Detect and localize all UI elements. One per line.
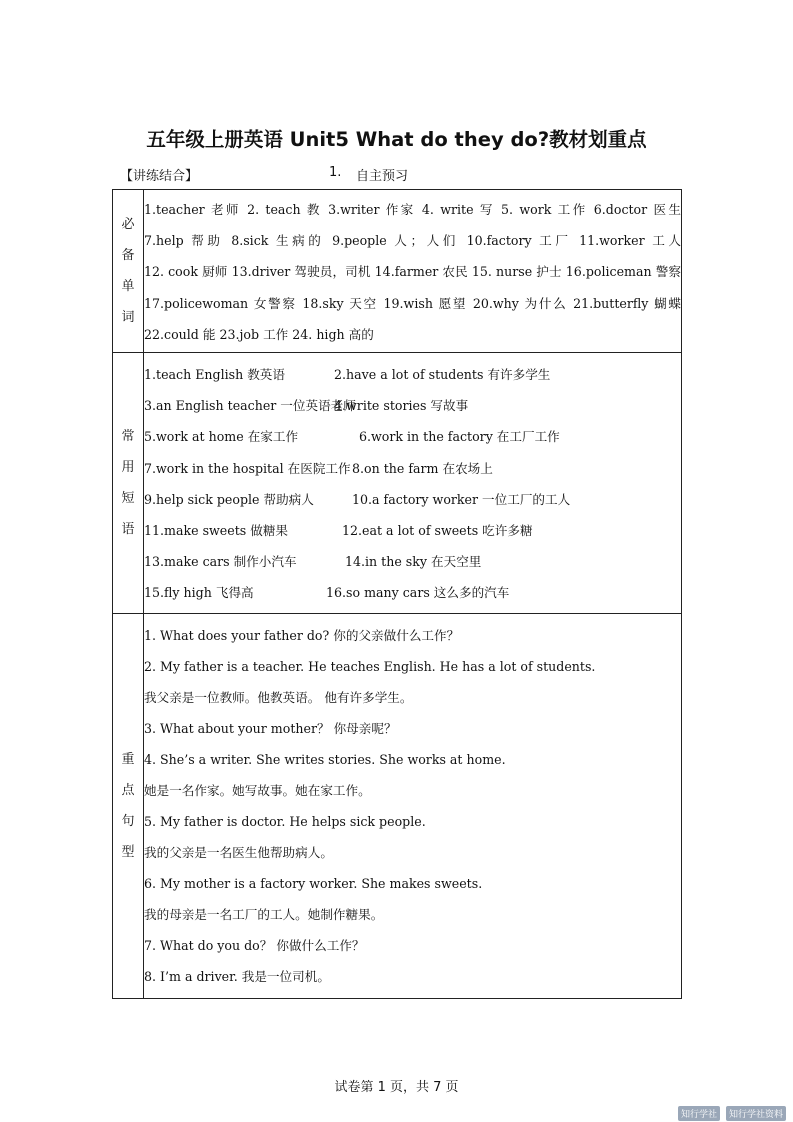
vocab-side-label: 必 备 单 词 xyxy=(113,190,144,353)
phrase-row xyxy=(144,577,681,608)
phrase-item: 15.fly high 飞得高 xyxy=(144,585,254,601)
vocab-list xyxy=(144,190,682,353)
watermark-logo: 知行学社 xyxy=(678,1106,720,1121)
vocab-item: 20.why 为什么 xyxy=(472,295,568,311)
vocab-item: 15. nurse 护士 xyxy=(471,264,562,280)
vocab-item: 10.factory 工厂 xyxy=(466,233,572,249)
phrases-row xyxy=(113,353,682,614)
sentence-line: 3. What about your mother？ 你母亲呢？ xyxy=(144,720,397,736)
sentence-line: 8. I’m a driver. 我是一位司机。 xyxy=(144,968,330,984)
phrase-item: 6.work in the factory 在工厂工作 xyxy=(359,429,560,445)
watermark-logo: 知行学社资料 xyxy=(726,1106,786,1121)
phrase-row xyxy=(144,515,681,546)
phrase-row xyxy=(144,484,681,515)
phrase-item: 8.on the farm 在农场上 xyxy=(352,460,493,476)
section-label: 【讲练结合】 xyxy=(120,169,199,184)
vocab-item: 8.sick 生病的 xyxy=(231,233,325,249)
phrase-row xyxy=(144,421,681,452)
vocab-item: 4. write 写 xyxy=(421,202,495,217)
study-table xyxy=(112,189,682,999)
phrase-item: 12.eat a lot of sweets 吃许多糖 xyxy=(342,522,533,538)
phrase-item: 14.in the sky 在天空里 xyxy=(345,554,482,570)
phrase-item: 9.help sick people 帮助病人 xyxy=(144,491,314,507)
sentence-line: 她是一名作家。她写故事。她在家工作。 xyxy=(144,782,371,798)
phrase-item: 11.make sweets 做糖果 xyxy=(144,522,289,538)
vocab-item: 5. work 工作 xyxy=(501,202,588,217)
sentence-line: 6. My mother is a factory worker. She makes sweets. xyxy=(144,875,483,891)
phrase-item: 3.an English teacher 一位英语老师 xyxy=(144,398,356,414)
sentence-line: 1. What does your father do? 你的父亲做什么工作？ xyxy=(144,627,460,643)
vocab-item: 1.teacher 老师 xyxy=(144,202,241,217)
vocab-item: 14.farmer 农民 xyxy=(374,264,468,280)
sentences-side-label: 重 点 句 型 xyxy=(113,613,144,998)
phrase-item: 13.make cars 制作小汽车 xyxy=(144,554,297,570)
sentence-line: 我的母亲是一名工厂的工人。她制作糖果。 xyxy=(144,906,384,922)
vocab-item: 11.worker 工人 xyxy=(579,233,681,249)
vocab-item: 16.policeman 警察 xyxy=(565,264,681,280)
phrase-item: 7.work in the hospital 在医院工作 xyxy=(144,460,351,476)
vocab-item: 17.policewoman 女警察 xyxy=(144,295,297,311)
vocab-item: 6.doctor 医生 xyxy=(593,202,681,217)
phrases-side-label: 常 用 短 语 xyxy=(113,353,144,614)
vocab-item: 12. cook 厨师 xyxy=(144,264,228,280)
phrase-item: 2.have a lot of students 有许多学生 xyxy=(334,367,551,383)
vocab-item: 2. teach 教 xyxy=(247,202,322,217)
vocab-item: 24. high 高的 xyxy=(292,326,374,342)
vocab-item: 13.driver 驾驶员，司机 xyxy=(231,264,371,280)
sentence-line: 我父亲是一位教师。他教英语。 他有许多学生。 xyxy=(144,689,413,705)
page-title: 五年级上册英语 Unit5 What do they do?教材划重点 xyxy=(146,128,647,151)
vocab-item: 9.people 人；人们 xyxy=(332,233,459,249)
phrases-list xyxy=(144,353,682,614)
phrase-row xyxy=(144,453,681,484)
phrase-row xyxy=(144,359,681,390)
vocab-item: 21.butterfly 蝴蝶 xyxy=(573,295,681,311)
sentence-line: 7. What do you do？ 你做什么工作？ xyxy=(144,937,365,953)
vocab-item: 3.writer 作家 xyxy=(328,202,416,217)
phrase-row xyxy=(144,390,681,421)
sentences-row xyxy=(113,613,682,998)
vocab-row xyxy=(113,190,682,353)
phrase-item: 4.write stories 写故事 xyxy=(334,398,469,414)
sentences-list xyxy=(144,613,682,998)
vocab-item: 7.help 帮助 xyxy=(144,233,224,249)
phrase-item: 5.work at home 在家工作 xyxy=(144,429,299,445)
phrase-item: 1.teach English 教英语 xyxy=(144,367,285,383)
sentence-line: 我的父亲是一名医生他帮助病人。 xyxy=(144,844,333,860)
phrase-row xyxy=(144,546,681,577)
page-footer: 试卷第 1 页，共 7 页 xyxy=(334,1080,459,1095)
phrase-item: 16.so many cars 这么多的汽车 xyxy=(326,585,510,601)
vocab-item: 23.job 工作 xyxy=(219,326,289,342)
section-name: 自主预习 xyxy=(356,169,409,184)
section-number: 1. xyxy=(329,165,342,180)
sentence-line: 5. My father is doctor. He helps sick people. xyxy=(144,813,426,829)
sentence-line: 4. She’s a writer. She writes stories. She works at home. xyxy=(144,751,506,767)
sentence-line: 2. My father is a teacher. He teaches English. He has a lot of students. xyxy=(144,658,596,674)
vocab-item: 18.sky 天空 xyxy=(302,295,378,311)
vocab-item: 22.could 能 xyxy=(144,326,216,342)
phrase-item: 10.a factory worker 一位工厂的工人 xyxy=(352,491,571,507)
vocab-item: 19.wish 愿望 xyxy=(383,295,468,311)
